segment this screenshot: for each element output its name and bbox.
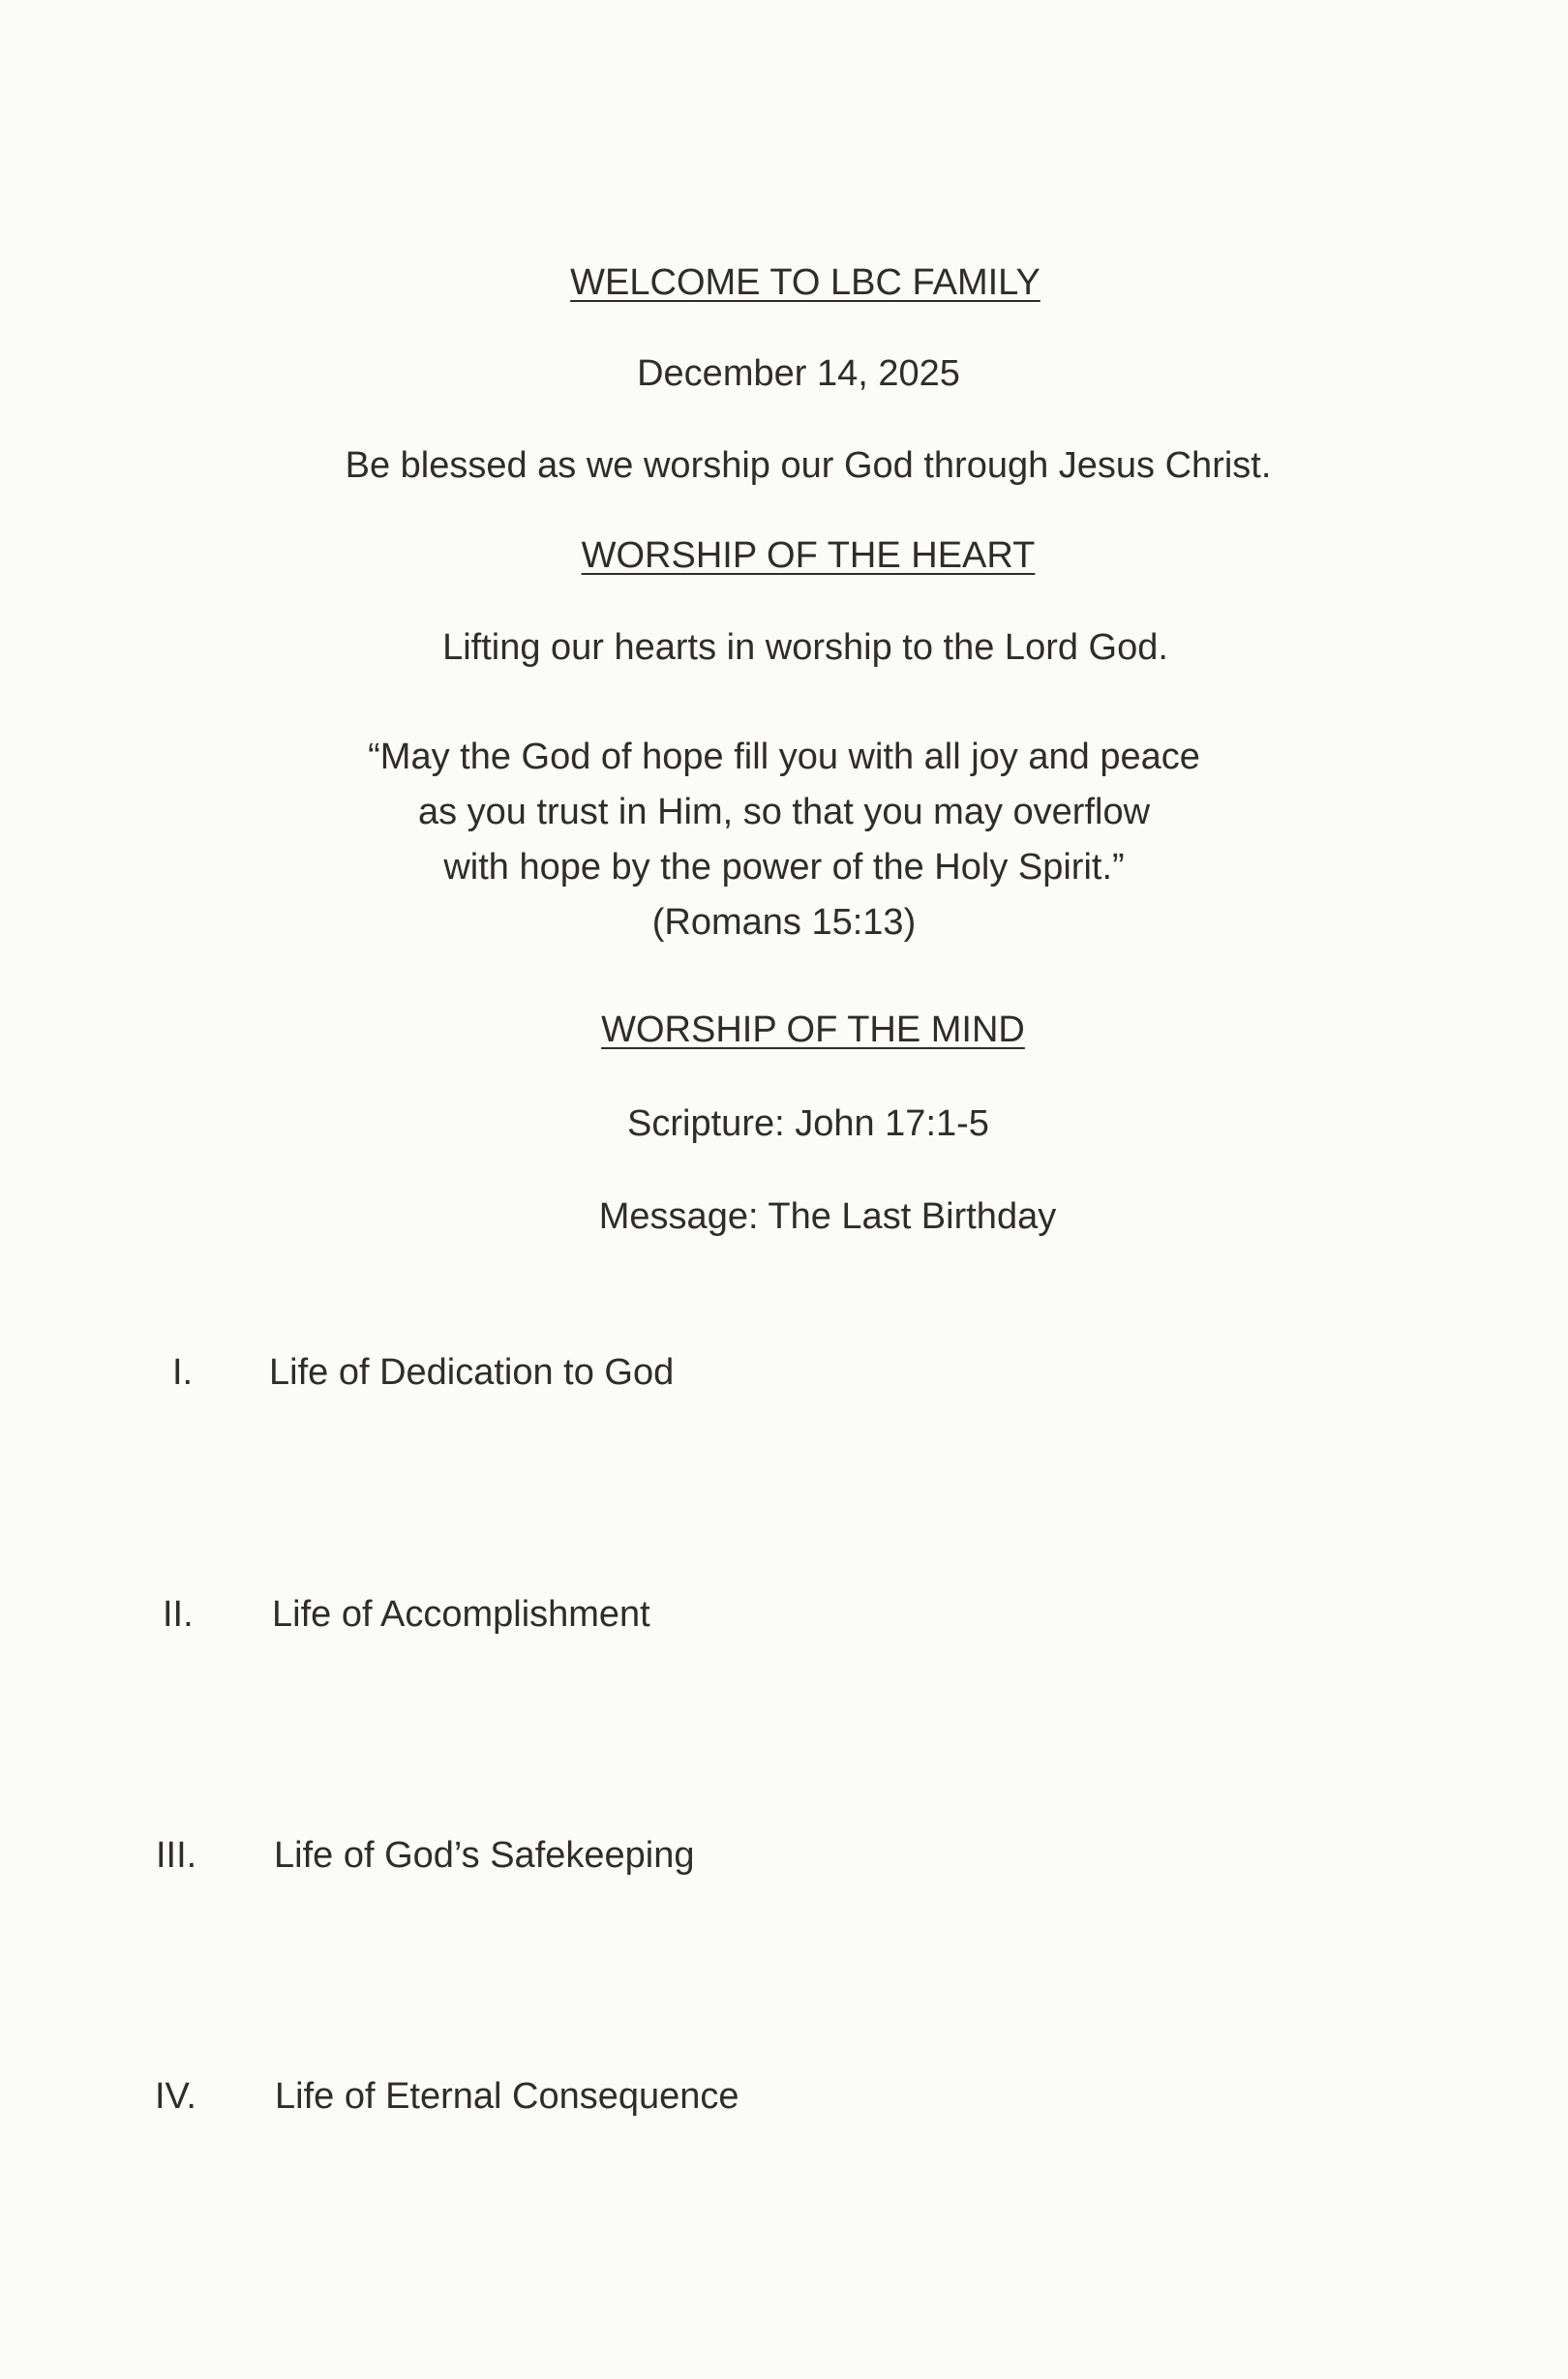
quote-line: as you trust in Him, so that you may overflow	[417, 792, 1151, 832]
outline-item	[0, 1828, 1568, 1882]
outline-text: Life of Dedication to God	[269, 1352, 675, 1393]
scripture-quote	[0, 730, 1568, 950]
quote-line: “May the God of hope fill you with all joy and peace	[368, 737, 1200, 777]
message-title: Message: The Last Birthday	[598, 1196, 1057, 1237]
welcome-heading: WELCOME TO LBC FAMILY	[570, 262, 1040, 303]
outline-numeral: IV.	[155, 2076, 196, 2117]
outline-numeral: II.	[163, 1594, 194, 1635]
outline-item	[0, 2069, 1568, 2123]
blessing-line: Be blessed as we worship our God through Jesus Christ.	[345, 445, 1272, 486]
outline-text: Life of Accomplishment	[272, 1594, 650, 1635]
outline-numeral: III.	[156, 1835, 197, 1876]
outline-numeral: I.	[172, 1352, 194, 1393]
worship-heart-heading: WORSHIP OF THE HEART	[581, 535, 1036, 576]
quote-reference: (Romans 15:13)	[651, 902, 917, 943]
outline-item	[0, 1587, 1568, 1641]
outline-item	[0, 1345, 1568, 1400]
outline-text: Life of Eternal Consequence	[275, 2076, 739, 2117]
outline-text: Life of God’s Safekeeping	[274, 1835, 695, 1876]
worship-mind-heading: WORSHIP OF THE MIND	[601, 1009, 1025, 1050]
quote-line: with hope by the power of the Holy Spirit.”	[443, 847, 1125, 888]
scripture-reference: Scripture: John 17:1-5	[627, 1103, 989, 1144]
service-date: December 14, 2025	[637, 353, 960, 394]
worship-heart-subtitle: Lifting our hearts in worship to the Lord God.	[442, 627, 1168, 668]
